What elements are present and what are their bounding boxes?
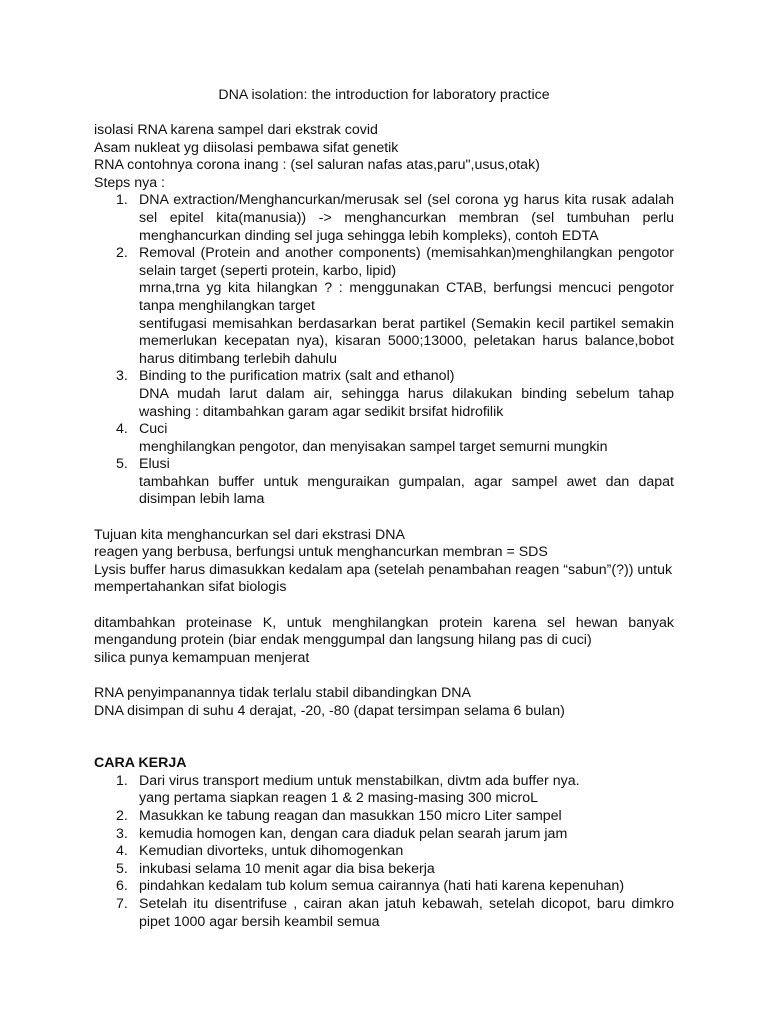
cara-kerja-heading: CARA KERJA: [94, 755, 187, 772]
step-text: Binding to the purification matrix (salt and ethanol): [139, 368, 455, 385]
step-text: DNA mudah larut dalam air, sehingga harus dilakukan binding sebelum tahap washing : ditambahkan garam agar sedikit brsifat hidrofilik: [139, 385, 674, 420]
intro-line: RNA contohnya corona inang : (sel saluran nafas atas,paru",usus,otak): [94, 157, 540, 174]
spacer: [94, 720, 674, 755]
step-item: [94, 245, 674, 368]
step-number: 6.: [116, 878, 128, 895]
document-body: [94, 122, 674, 931]
step-number: 1.: [116, 192, 128, 209]
step-text: Cuci: [139, 421, 168, 438]
paragraph-proteinase: [94, 615, 674, 668]
intro-block: [94, 122, 674, 192]
cara-kerja-list: [94, 773, 674, 931]
body-line: Lysis buffer harus dimasukkan kedalam apa (setelah penambahan reagen “sabun”(?)) untuk mempertahankan sifat biologis: [94, 561, 673, 596]
cara-kerja-item: [94, 826, 674, 844]
step-item: [94, 456, 674, 509]
step-number: 7.: [116, 895, 128, 912]
step-item: [94, 421, 674, 456]
step-number: 4.: [116, 421, 128, 438]
step-text: Masukkan ke tabung reagan dan masukkan 150 micro Liter sampel: [139, 807, 562, 824]
cara-kerja-item: [94, 878, 674, 896]
document-title: DNA isolation: the introduction for laboratory practice: [218, 87, 550, 103]
step-text: kemudia homogen kan, dengan cara diaduk pelan searah jarum jam: [139, 825, 568, 842]
body-line: ditambahkan proteinase K, untuk menghilangkan protein karena sel hewan banyak mengandung protein (biar endak menggumpal dan langsung hilang pas di cuci): [94, 614, 674, 649]
body-line: silica punya kemampuan menjerat: [94, 649, 310, 666]
spacer: [94, 509, 674, 527]
intro-line: Asam nukleat yg diisolasi pembawa sifat genetik: [94, 139, 399, 156]
cara-kerja-item: [94, 861, 674, 879]
step-text: yang pertama siapkan reagen 1 & 2 masing-masing 300 microL: [139, 790, 539, 807]
step-number: 3.: [116, 825, 128, 842]
step-text: pindahkan kedalam tub kolum semua cairannya (hati hati karena kepenuhan): [139, 878, 625, 895]
step-text: sentifugasi memisahkan berdasarkan berat partikel (Semakin kecil partikel semakin memerlukan kecepatan nya), kisaran 5000;13000, peletakan harus balance,bobot harus ditimbang terlebih dahulu: [139, 315, 674, 367]
spacer: [94, 667, 674, 685]
step-item: [94, 368, 674, 421]
body-line: reagen yang berbusa, berfungsi untuk menghancurkan membran = SDS: [94, 544, 548, 561]
step-text: Kemudian divorteks, untuk dihomogenkan: [139, 843, 404, 860]
cara-kerja-item: [94, 773, 674, 808]
paragraph-rna: [94, 685, 674, 720]
step-text: Removal (Protein and another components) (memisahkan)menghilangkan pengotor selain target (seperti protein, karbo, lipid): [139, 245, 674, 279]
step-text: Elusi: [139, 456, 170, 473]
step-item: [94, 192, 674, 245]
intro-line: Steps nya :: [94, 174, 165, 191]
step-text: Setelah itu disentrifuse , cairan akan jatuh kebawah, setelah dicopot, baru dimkro pipet 1000 agar bersih keambil semua: [139, 895, 674, 930]
cara-kerja-item: [94, 808, 674, 826]
step-number: 5.: [116, 860, 128, 877]
intro-line: isolasi RNA karena sampel dari ekstrak covid: [94, 122, 378, 138]
body-line: Tujuan kita menghancurkan sel dari ekstrasi DNA: [94, 526, 405, 543]
step-number: 4.: [116, 843, 128, 860]
body-line: DNA disimpan di suhu 4 derajat, -20, -80 (dapat tersimpan selama 6 bulan): [94, 702, 565, 719]
body-line: RNA penyimpanannya tidak terlalu stabil dibandingkan DNA: [94, 685, 471, 701]
step-number: 5.: [116, 456, 128, 473]
step-number: 3.: [116, 368, 128, 385]
step-text: menghilangkan pengotor, dan menyisakan sampel target semurni mungkin: [139, 438, 608, 455]
cara-kerja-item: [94, 896, 674, 931]
cara-kerja-item: [94, 843, 674, 861]
paragraph-tujuan: [94, 527, 674, 597]
step-text: tambahkan buffer untuk menguraikan gumpalan, agar sampel awet dan dapat disimpan lebih lama: [139, 473, 674, 508]
step-number: 2.: [116, 245, 128, 262]
step-text: mrna,trna yg kita hilangkan ? : menggunakan CTAB, berfungsi mencuci pengotor tanpa menghilangkan target: [139, 280, 674, 314]
steps-list: [94, 192, 674, 509]
step-number: 1.: [116, 772, 128, 789]
step-text: Dari virus transport medium untuk menstabilkan, divtm ada buffer nya.: [139, 772, 580, 789]
step-text: inkubasi selama 10 menit agar dia bisa bekerja: [139, 860, 435, 877]
spacer: [94, 597, 674, 615]
step-number: 2.: [116, 807, 128, 824]
step-text: DNA extraction/Menghancurkan/merusak sel (sel corona yg harus kita rusak adalah sel epitel kita(manusia)) -> menghancurkan membran (sel tumbuhan perlu menghancurkan dinding sel juga sehingga lebih kompleks), contoh EDTA: [139, 192, 674, 244]
